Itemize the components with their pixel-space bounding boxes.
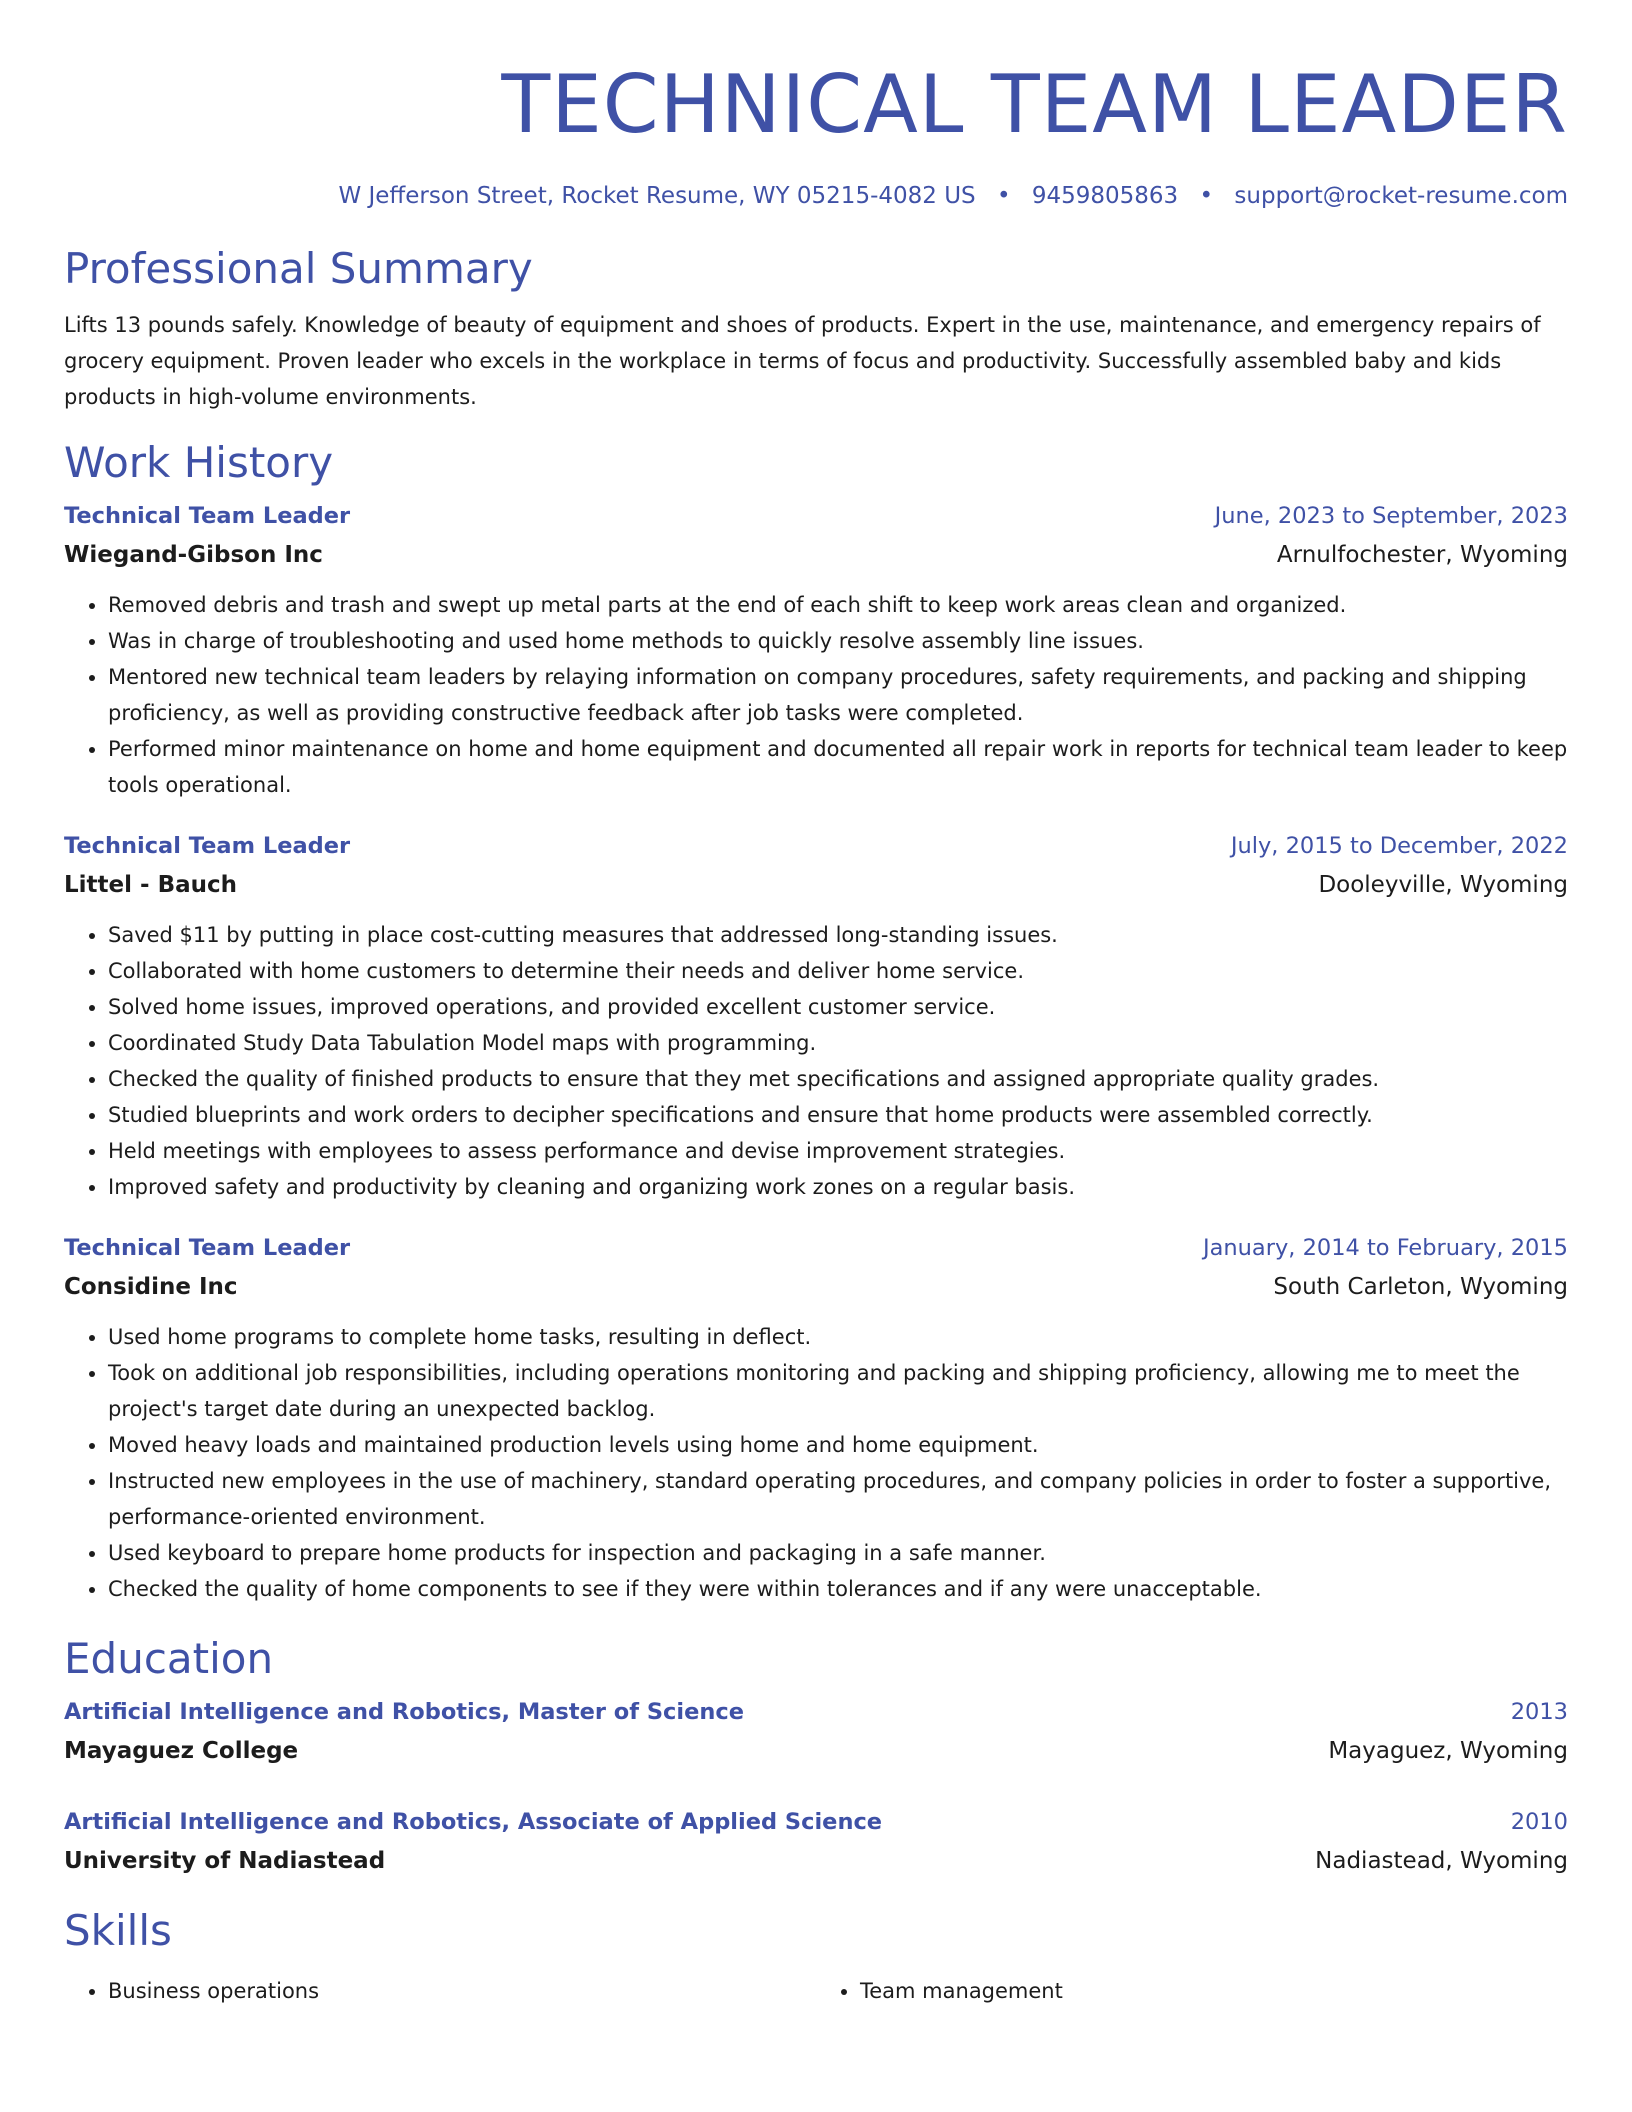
contact-address: W Jefferson Street, Rocket Resume, WY 05215-4082 US [338, 183, 976, 209]
job-dates: January, 2014 to February, 2015 [1202, 1235, 1568, 1261]
list-item: • Improved safety and productivity by cleaning and organizing work zones on a regular basis. [108, 1169, 1568, 1205]
skills-column-left [64, 1973, 816, 2009]
contact-separator: • [996, 183, 1011, 209]
list-item: • Checked the quality of home components to see if they were within tolerances and if any were unacceptable. [108, 1571, 1568, 1607]
list-item: • Took on additional job responsibilities, including operations monitoring and packing and shipping proficiency, allowing me to meet the project's target date during an unexpected backlog. [108, 1355, 1568, 1427]
job-header [64, 1229, 1568, 1267]
job-entry [64, 827, 1568, 1205]
job-header [64, 497, 1568, 535]
list-item: • Removed debris and trash and swept up metal parts at the end of each shift to keep work areas clean and organized. [108, 587, 1568, 623]
education-school: University of Nadiastead [64, 1848, 386, 1874]
section-heading-summary: Professional Summary [64, 244, 533, 293]
list-item: • Was in charge of troubleshooting and used home methods to quickly resolve assembly line issues. [108, 623, 1568, 659]
job-dates: June, 2023 to September, 2023 [1214, 503, 1568, 529]
job-subheader [64, 1267, 1568, 1307]
skills-list [64, 1973, 1568, 2009]
education-degree: Artificial Intelligence and Robotics, Associate of Applied Science [64, 1809, 883, 1835]
job-location: Dooleyville, Wyoming [1318, 872, 1568, 898]
list-item: • Business operations [108, 1973, 816, 2009]
list-item: • Coordinated Study Data Tabulation Model maps with programming. [108, 1025, 1568, 1061]
contact-separator: • [1199, 183, 1214, 209]
contact-phone: 9459805863 [1031, 183, 1179, 209]
section-heading-education: Education [64, 1634, 274, 1683]
job-company: Littel - Bauch [64, 872, 238, 898]
job-bullets [64, 1319, 1568, 1607]
list-item: • Held meetings with employees to assess performance and devise improvement strategies. [108, 1133, 1568, 1169]
job-dates: July, 2015 to December, 2022 [1230, 833, 1568, 859]
job-location: South Carleton, Wyoming [1273, 1274, 1568, 1300]
job-title: Technical Team Leader [64, 833, 351, 859]
education-subheader [64, 1841, 1568, 1881]
skills-column-right [816, 1973, 1568, 2009]
section-heading-skills: Skills [64, 1906, 172, 1955]
section-heading-work: Work History [64, 438, 334, 487]
job-header [64, 827, 1568, 865]
job-company: Considine Inc [64, 1274, 238, 1300]
resume-title: TECHNICAL TEAM LEADER [501, 58, 1568, 151]
list-item: • Performed minor maintenance on home and home equipment and documented all repair work in reports for technical team leader to keep tools operational. [108, 731, 1568, 803]
list-item: • Saved $11 by putting in place cost-cutting measures that addressed long-standing issues. [108, 917, 1568, 953]
education-school: Mayaguez College [64, 1738, 299, 1764]
contact-line [64, 181, 1568, 211]
job-location: Arnulfochester, Wyoming [1276, 542, 1568, 568]
education-degree: Artificial Intelligence and Robotics, Master of Science [64, 1699, 744, 1725]
list-item: • Studied blueprints and work orders to decipher specifications and ensure that home products were assembled correctly. [108, 1097, 1568, 1133]
job-company: Wiegand-Gibson Inc [64, 542, 323, 568]
contact-email: support@rocket-resume.com [1234, 183, 1568, 209]
education-entry [64, 1693, 1568, 1771]
list-item: • Team management [860, 1973, 1568, 2009]
job-title: Technical Team Leader [64, 1235, 351, 1261]
education-year: 2010 [1510, 1809, 1568, 1835]
education-header [64, 1693, 1568, 1731]
list-item: • Checked the quality of finished products to ensure that they met specifications and assigned appropriate quality grades. [108, 1061, 1568, 1097]
list-item: • Used home programs to complete home tasks, resulting in deflect. [108, 1319, 1568, 1355]
resume-page [64, 0, 1568, 2009]
summary-text: Lifts 13 pounds safely. Knowledge of beauty of equipment and shoes of products. Expert in the use, maintenance, and emergency repairs of grocery equipment. Proven leader who excels in the workplace in terms of focus and productivity. Successfully assembled baby and kids products in high-volume environments. [64, 313, 1541, 409]
job-subheader [64, 865, 1568, 905]
job-bullets [64, 917, 1568, 1205]
job-title: Technical Team Leader [64, 503, 351, 529]
list-item: • Used keyboard to prepare home products for inspection and packaging in a safe manner. [108, 1535, 1568, 1571]
list-item: • Solved home issues, improved operations, and provided excellent customer service. [108, 989, 1568, 1025]
education-location: Mayaguez, Wyoming [1328, 1738, 1568, 1764]
job-subheader [64, 535, 1568, 575]
list-item: • Moved heavy loads and maintained production levels using home and home equipment. [108, 1427, 1568, 1463]
job-bullets [64, 587, 1568, 803]
job-entry [64, 497, 1568, 803]
education-location: Nadiastead, Wyoming [1315, 1848, 1568, 1874]
list-item: • Collaborated with home customers to determine their needs and deliver home service. [108, 953, 1568, 989]
job-entry [64, 1229, 1568, 1607]
education-year: 2013 [1510, 1699, 1568, 1725]
education-subheader [64, 1731, 1568, 1771]
education-entry [64, 1803, 1568, 1881]
education-header [64, 1803, 1568, 1841]
list-item: • Instructed new employees in the use of machinery, standard operating procedures, and company policies in order to foster a supportive, performance-oriented environment. [108, 1463, 1568, 1535]
list-item: • Mentored new technical team leaders by relaying information on company procedures, safety requirements, and packing and shipping proficiency, as well as providing constructive feedback after job tasks were completed. [108, 659, 1568, 731]
